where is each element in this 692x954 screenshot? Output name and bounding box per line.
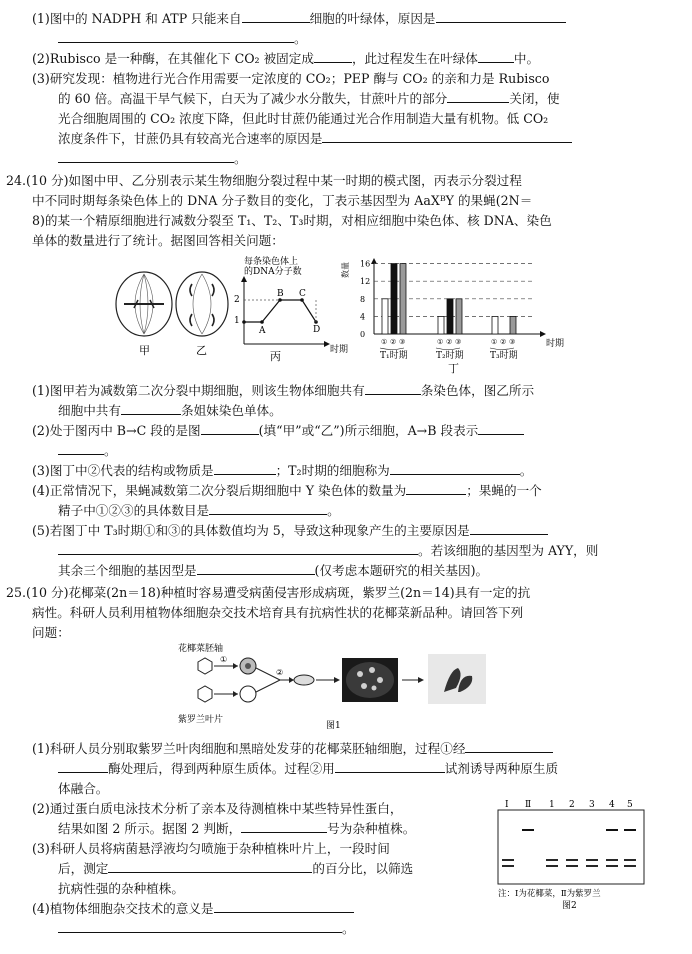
figure-1 (176, 640, 516, 734)
arrow-head-icon (418, 677, 424, 683)
ding-brace (490, 348, 514, 350)
arrow-head-icon (334, 677, 340, 683)
answer-blank[interactable] (58, 442, 104, 455)
ding-bar (382, 299, 388, 334)
q25-intro-2: 病性。科研人员利用植物体细胞杂交技术培育具有抗病性状的花椰菜新品种。请回答下列 (32, 605, 524, 620)
q24-s1-line-1: (1)图甲若为减数第二次分裂中期细胞，则该生物体细胞共有 条染色体，图乙所示 (32, 383, 535, 398)
fused-cell-icon (294, 675, 314, 685)
fig1-label-bottom: 紫罗兰叶片 (178, 715, 224, 725)
label-yi: 乙 (196, 344, 207, 357)
label-bing: 丙 (270, 350, 281, 363)
q25-s2-line-1: (2)通过蛋白质电泳技术分析了亲本及待测植株中某些特异性蛋白， (32, 801, 403, 816)
ding-series-tick: ③ (399, 338, 406, 346)
ding-y-tick: 16 (360, 259, 371, 269)
q23-line-2: 。 (58, 30, 307, 47)
ding-bar (400, 264, 406, 334)
q24-s1-line-2: 细胞中共有 条姐妹染色单体。 (58, 403, 282, 418)
ding-category-label: T₃时期 (490, 351, 518, 361)
ding-brace (436, 348, 460, 350)
gel-lane-label: Ⅰ (505, 800, 509, 810)
answer-blank[interactable] (58, 30, 294, 43)
answer-blank[interactable] (436, 10, 566, 23)
arrow-head-icon (233, 691, 238, 697)
answer-blank[interactable] (58, 150, 234, 163)
bing-point (242, 320, 246, 324)
fig1-step1-top: ① (220, 655, 228, 664)
gel-frame (498, 810, 644, 884)
bing-point-label: B (277, 289, 284, 299)
bing-point-label: C (299, 289, 306, 299)
answer-blank[interactable] (58, 542, 418, 555)
answer-blank[interactable] (314, 50, 352, 63)
ding-ylabel: 数量 (341, 262, 350, 278)
cell-yi-drawing (176, 272, 228, 336)
q24-intro-4: 单体的数量进行了统计。据图回答相关问题： (32, 233, 284, 248)
fig2-caption: 图2 (562, 901, 577, 911)
answer-blank[interactable] (108, 860, 312, 873)
ding-brace (380, 348, 404, 350)
bing-ylabel-1: 每条染色体上 (244, 257, 299, 267)
answer-blank[interactable] (214, 462, 276, 475)
ding-y-tick: 4 (360, 312, 366, 322)
q25-s1-line-2: 酶处理后，得到两种原生质体。过程②用 试剂诱导两种原生质 (58, 760, 558, 777)
ding-y-arrow (371, 258, 377, 264)
ding-series-tick: ① (491, 338, 498, 346)
gel-lane-label: Ⅱ (525, 800, 532, 810)
answer-blank[interactable] (406, 482, 466, 495)
q24-s4-line-1: (4)正常情况下，果蝇减数第二次分裂后期细胞中 Y 染色体的数量为 ；果蝇的一个 (32, 483, 542, 498)
answer-blank[interactable] (58, 920, 342, 933)
q25-s1-line-1: (1)科研人员分别取紫罗兰叶肉细胞和黑暗处发芽的花椰菜胚轴细胞，过程①经 (32, 740, 553, 757)
ding-bar (456, 299, 462, 334)
q23-line-4: (3)研究发现：植物进行光合作用需要一定浓度的 CO₂；PEP 酶与 CO₂ 的亲和力是 Rubisco (32, 71, 550, 86)
fig1-caption: 图1 (326, 721, 341, 731)
q24-s3-line: (3)图丁中②代表的结构或物质是 ；T₂时期的细胞称为 。 (32, 463, 533, 478)
gel-lane-label: 2 (569, 800, 575, 810)
answer-blank[interactable] (201, 422, 259, 435)
q23-line-7: 浓度条件下，甘蔗仍具有较高光合速率的原因是 (58, 130, 572, 147)
q23-line-5: 的 60 倍。高温干旱气候下，白天为了减少水分散失，甘蔗叶片的部分 关闭，使 (58, 91, 560, 106)
answer-blank[interactable] (58, 760, 108, 773)
q25-s3-line-2: 后，测定 的百分比，以筛选 (58, 861, 414, 876)
fig1-label-top: 花椰菜胚轴 (178, 644, 224, 654)
answer-blank[interactable] (241, 820, 327, 833)
ding-y-tick: 8 (360, 294, 366, 304)
q25-s4-line-1: (4)植物体细胞杂交技术的意义是 (32, 900, 354, 917)
q24-s4-line-2: 精子中①②③的具体数目是 。 (58, 503, 340, 518)
bing-ylabel-2: 的DNA分子数 (244, 267, 302, 277)
q25-s1-line-3: 体融合。 (58, 781, 109, 796)
ding-bar (510, 316, 516, 334)
ding-series-tick: ② (446, 338, 453, 346)
ding-x-arrow (540, 331, 546, 337)
ding-bar (391, 264, 397, 334)
petri-dish-icon (346, 662, 394, 698)
ding-y-tick: 0 (360, 330, 366, 339)
bing-point-label: D (313, 325, 321, 335)
q25-s2-line-2: 结果如图 2 所示。据图 2 判断， 号为杂种植株。 (58, 821, 416, 836)
figure-2-gel (496, 798, 650, 910)
gel-lane-label: 5 (627, 800, 633, 810)
bing-xlabel: 时期 (330, 345, 349, 355)
arrow-head-icon (289, 677, 294, 683)
ding-series-tick: ① (381, 338, 388, 346)
fig2-note: 注：Ⅰ为花椰菜，Ⅱ为紫罗兰 (498, 889, 601, 899)
q23-line-6: 光合细胞周围的 CO₂ 浓度下降，但此时甘蔗仍能通过光合作用制造大量有机物。低 CO₂ (58, 111, 549, 126)
answer-blank[interactable] (322, 130, 572, 143)
answer-blank[interactable] (478, 422, 524, 435)
q24-s2-line-1: (2)处于图丙中 B→C 段的是图 (填“甲”或“乙”)所示细胞，A→B 段表示 (32, 422, 524, 439)
q25-s3-line-1: (3)科研人员将病菌悬浮液均匀喷施于杂种植株叶片上，一段时间 (32, 841, 390, 856)
cell-jia-drawing (116, 272, 172, 336)
answer-blank[interactable] (365, 382, 421, 395)
q24-s5-line-1: (5)若图丁中 T₃时期①和③的具体数值均为 5，导致这种现象产生的主要原因是 (32, 522, 548, 539)
answer-blank[interactable] (214, 900, 354, 913)
ding-category-label: T₁时期 (380, 351, 408, 361)
ding-bar (447, 299, 453, 334)
ding-series-tick: ② (390, 338, 397, 346)
answer-blank[interactable] (470, 522, 548, 535)
answer-blank[interactable] (197, 562, 315, 575)
gel-lane-label: 1 (549, 800, 555, 810)
hexagon-cell-icon (198, 658, 212, 674)
callus-icon (357, 671, 363, 677)
callus-icon (361, 683, 367, 689)
ding-series-tick: ③ (455, 338, 462, 346)
protoplast-icon (240, 686, 256, 702)
chart-bing (232, 254, 352, 364)
ding-series-tick: ③ (509, 338, 516, 346)
answer-blank[interactable] (390, 462, 520, 475)
chart-ding (341, 252, 576, 375)
answer-blank[interactable] (121, 402, 181, 415)
q24-s5-line-3: 其余三个细胞的基因型是 (仅考虑本题研究的相关基因)。 (58, 563, 489, 578)
ding-y-tick: 12 (360, 277, 371, 287)
answer-blank[interactable] (447, 90, 509, 103)
ding-category-label: T₂时期 (436, 351, 464, 361)
hexagon-cell-icon (198, 686, 212, 702)
ding-xlabel: 时期 (546, 339, 565, 349)
q24-intro-3: 8)的某一个精原细胞进行减数分裂至 T₁、T₂、T₃时期，对相应细胞中染色体、核 DNA、染色 (32, 213, 552, 228)
q23-line-8: 。 (58, 150, 247, 167)
answer-blank[interactable] (335, 760, 445, 773)
gel-lane-label: 3 (589, 800, 595, 810)
q25-intro-1: 25.(10 分)花椰菜(2n＝18)种植时容易遭受病菌侵害形成病斑，紫罗兰(2n＝14)具有一定的抗 (6, 585, 531, 600)
q24-s2-line-2: 。 (58, 442, 117, 459)
ding-bar (438, 316, 444, 334)
ding-series-tick: ② (500, 338, 507, 346)
nucleus-icon (245, 663, 251, 669)
ding-series-tick: ① (437, 338, 444, 346)
q24-intro-2: 中不同时期每条染色体上的 DNA 分子数目的变化，丁表示基因型为 AaXᴮY 的果蝇(2N＝ (32, 193, 533, 208)
arrow-line (256, 680, 280, 692)
bing-point-label: A (259, 326, 266, 336)
fig1-step2: ② (276, 668, 284, 677)
callus-icon (369, 667, 375, 673)
callus-icon (377, 677, 383, 683)
callus-icon (372, 686, 377, 691)
answer-blank[interactable] (242, 10, 310, 23)
q25-intro-3: 问题： (32, 625, 70, 640)
q24-intro-1: 24.(10 分)如图中甲、乙分别表示某生物细胞分裂过程中某一时期的模式图，丙表示分裂过程 (6, 173, 522, 188)
bing-point (260, 320, 264, 324)
bing-y-tick-1: 1 (234, 316, 240, 326)
answer-blank[interactable] (478, 50, 514, 63)
bing-series-line (244, 300, 316, 322)
cell-figures (112, 262, 232, 362)
label-ding: 丁 (448, 362, 459, 375)
answer-blank[interactable] (209, 502, 327, 515)
q23-line-3: (2)Rubisco 是一种酶，在其催化下 CO₂ 被固定成 ，此过程发生在叶绿体 中。 (32, 51, 540, 66)
arrow-head-icon (233, 663, 238, 669)
bing-y-tick-2: 2 (234, 295, 240, 305)
ding-bar (492, 316, 498, 334)
q25-s3-line-3: 抗病性强的杂种植株。 (58, 881, 184, 896)
label-jia: 甲 (139, 344, 150, 357)
q25-s4-line-2: 。 (58, 920, 355, 937)
gel-lane-label: 4 (609, 800, 615, 810)
answer-blank[interactable] (465, 740, 553, 753)
q24-s5-line-2: 。若该细胞的基因型为 AYY，则 (58, 542, 598, 559)
q23-line-1: (1)图中的 NADPH 和 ATP 只能来自 细胞的叶绿体，原因是 (32, 10, 566, 27)
